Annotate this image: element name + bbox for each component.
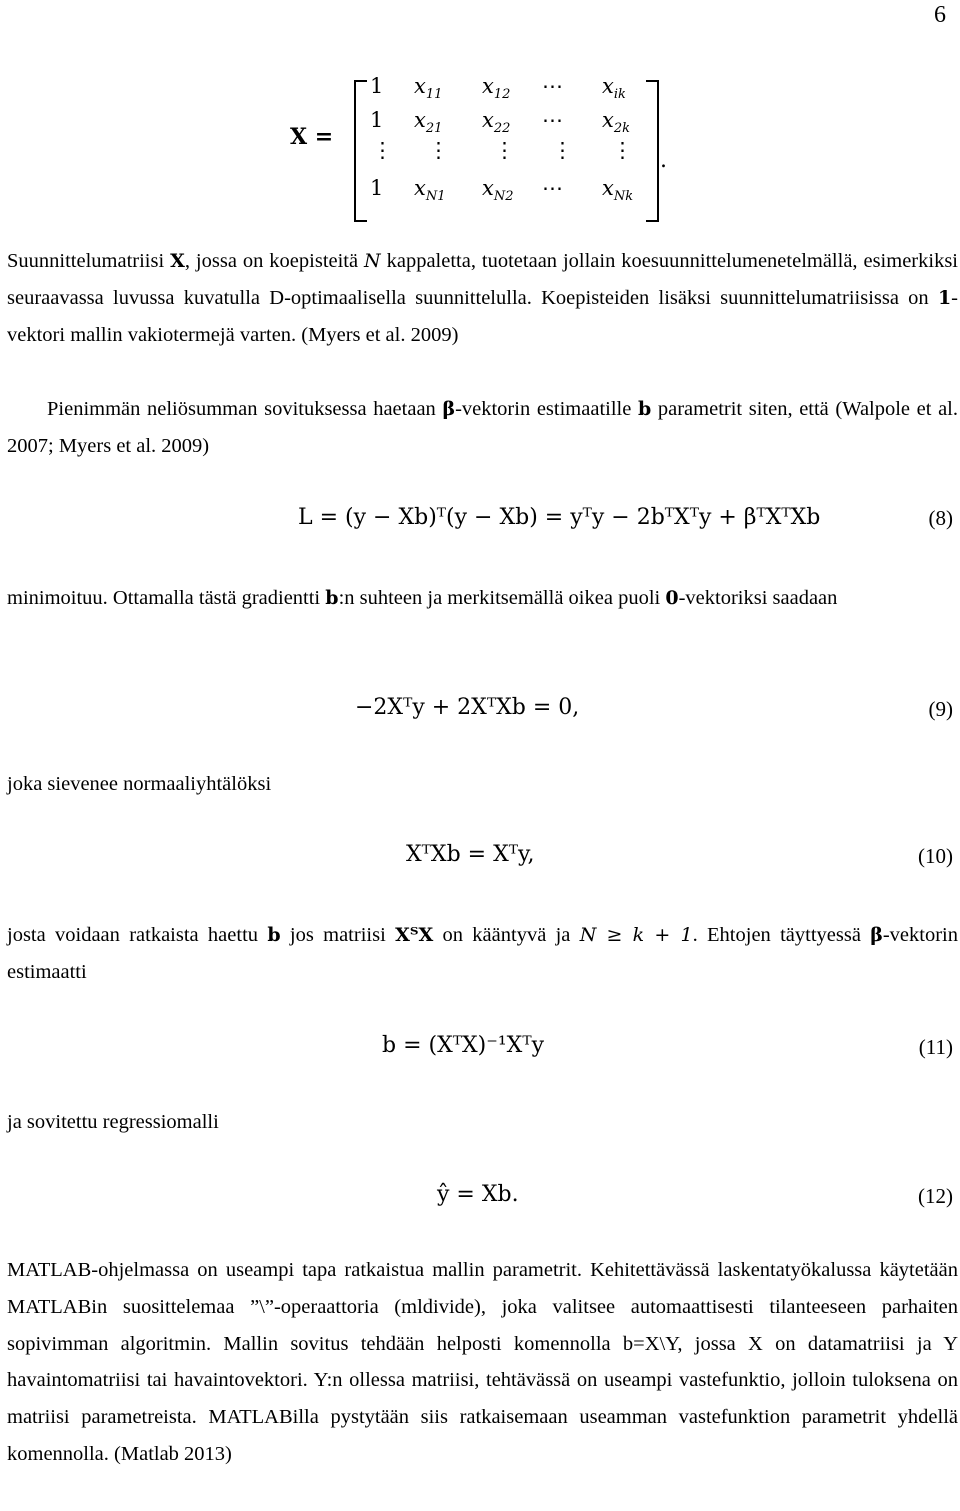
matrix-cell: $x_{N1}$ [414, 176, 446, 205]
page-number: 6 [934, 2, 946, 28]
equation-number-11: (11) [918, 1035, 953, 1059]
paragraph-solution: josta voidaan ratkaista haettu b jos matriisi XᵀX on kääntyvä ja N ≥ k + 1. Ehtojen täyttyessä β-vektorin estimaatti [7, 924, 959, 983]
matrix-cell: ⋯ [542, 176, 563, 200]
paragraph-normal-equations: joka sievenee normaaliyhtälöksi [7, 773, 272, 795]
matrix-cell: $x_{ik}$ [602, 74, 626, 103]
matrix-right-bracket [646, 80, 659, 222]
matrix-vdots: ⋮ [428, 138, 449, 162]
equation-number-9: (9) [928, 697, 953, 721]
matrix-period: . [660, 148, 667, 173]
matrix-cell: 1 [370, 108, 384, 132]
matrix-lhs: X = [290, 124, 334, 150]
matrix-cell: ⋯ [542, 74, 563, 98]
paragraph-least-squares: Pienimmän neliösumman sovituksessa haetaan β-vektorin estimaatille b parametrit siten, että (Walpole et al. 2007; Myers et al. 2009) [7, 398, 958, 457]
equation-9: −2Xᵀy + 2XᵀXb = 0, [355, 695, 580, 720]
matrix-cell: $x_{21}$ [414, 108, 443, 137]
matrix-cell: $x_{2k}$ [602, 108, 630, 137]
matrix-cell: $x_{11}$ [414, 74, 443, 103]
equation-number-10: (10) [918, 844, 953, 868]
matrix-cell: $x_{Nk}$ [602, 176, 634, 205]
matrix-vdots: ⋮ [552, 138, 573, 162]
paragraph-gradient: minimoituu. Ottamalla tästä gradientti b:n suhteen ja merkitsemällä oikea puoli 0-vektoriksi saadaan [7, 587, 838, 609]
matrix-cell: 1 [370, 176, 384, 200]
paragraph-matlab: MATLAB-ohjelmassa on useampi tapa ratkaistua mallin parametrit. Kehitettävässä laskentatyökalussa käytetään MATLABin suosittelemaa ”\”-operaattoria (mldivide), joka valitsee automaattisesti tilanteeseen parhaiten sopivimman algoritmin. Mallin sovitus tehdään helposti komennolla b=X\Y, jossa X on datamatriisi ja Y havaintomatriisi tai havaintovektori. Y:n ollessa matriisi, tehtävässä on useampi vastefunktio, jolloin tuloksena on matriisi parametreista. MATLABilla pystytään siis ratkaisemaan useamman vastefunktion parametrit yhdellä komennolla. (Matlab 2013) [7, 1259, 958, 1465]
equation-number-8: (8) [928, 506, 953, 530]
matrix-cell: $x_{12}$ [482, 74, 511, 103]
paragraph-fitted-model: ja sovitettu regressiomalli [7, 1111, 219, 1133]
matrix-vdots: ⋮ [494, 138, 515, 162]
equation-8: L = (y − Xb)ᵀ(y − Xb) = yᵀy − 2bᵀXᵀy + βᵀXᵀXb [298, 505, 821, 530]
equation-10: XᵀXb = Xᵀy, [406, 842, 535, 867]
equation-12: ŷ = Xb. [437, 1182, 519, 1207]
equation-11: b = (XᵀX)⁻¹Xᵀy [382, 1033, 544, 1058]
matrix-vdots: ⋮ [612, 138, 633, 162]
equation-number-12: (12) [918, 1184, 953, 1208]
matrix-vdots: ⋮ [372, 138, 393, 162]
matrix-cell: ⋯ [542, 108, 563, 132]
paragraph-design-matrix: Suunnittelumatriisi X, jossa on koepisteitä N kappaletta, tuotetaan jollain koesuunnittelumenetelmällä, esimerkiksi seuraavassa luvussa kuvatulla D-optimaalisella suunnittelulla. Koepisteiden lisäksi suunnittelumatriisissa on 1-vektori mallin vakiotermejä varten. (Myers et al. 2009) [7, 250, 958, 346]
matrix-cell: 1 [370, 74, 384, 98]
matrix-cell: $x_{22}$ [482, 108, 511, 137]
matrix-left-bracket [354, 80, 367, 222]
matrix-cell: $x_{N2}$ [482, 176, 514, 205]
